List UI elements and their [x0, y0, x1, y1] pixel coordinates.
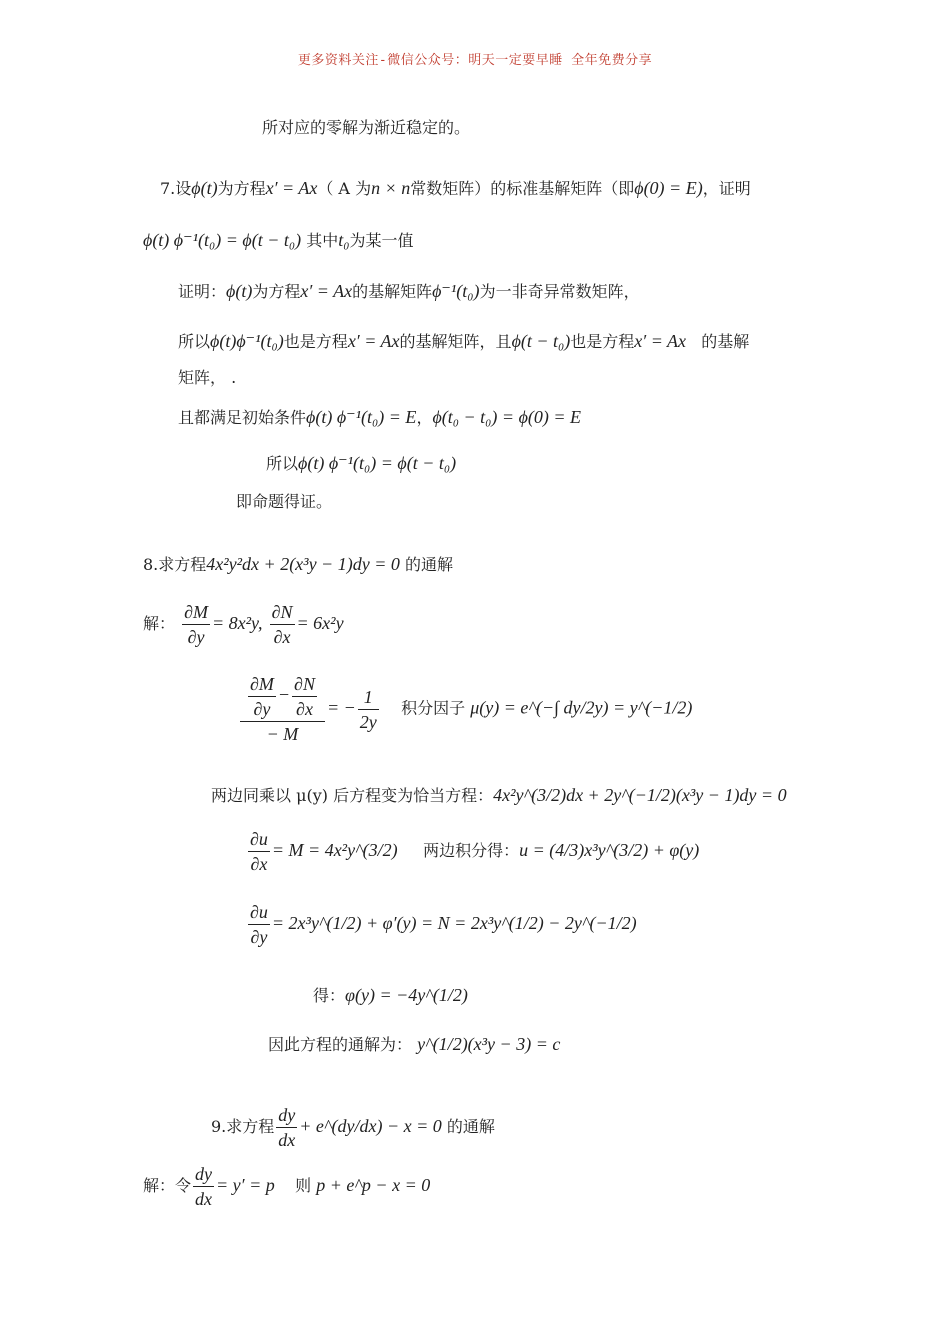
p7-so-b: 也是方程	[283, 332, 348, 351]
p9-title-b: 的通解	[446, 1117, 495, 1136]
p7-text4: ，证明	[702, 179, 751, 198]
p7-proof-label: 证明：	[178, 282, 227, 301]
p9-dx: dx	[278, 1130, 296, 1150]
p7-so-eq2: x′ = Ax	[634, 331, 687, 351]
p8-du-2: ∂u	[248, 900, 270, 925]
p9-dy: dy	[276, 1103, 297, 1128]
p8-exact-eq: 4x²y^(3/2)dx + 2y^(−1/2)(x³y − 1)dy = 0	[493, 785, 787, 805]
p9-frac-dy-dx-2	[193, 1162, 214, 1211]
header-banner: 更多资料关注-微信公众号：明天一定要早睡 全年免费分享	[297, 53, 653, 68]
p7-proof-eq: x′ = Ax	[300, 281, 353, 301]
p8-title-a: 8.求方程	[143, 555, 207, 574]
p8-general-line	[268, 1033, 560, 1056]
p7-nxn: n × n	[371, 178, 411, 198]
p8-get-label: 得：	[313, 986, 346, 1005]
p8-big-frac	[240, 672, 325, 746]
p8-multiply-label: 两边同乘以 μ(y) 后方程变为恰当方程：	[211, 786, 494, 805]
p8-partials	[143, 600, 344, 649]
p8-dy: ∂y	[187, 627, 205, 647]
p8-partials-a: = 8x²y,	[212, 613, 263, 633]
p8-two-y: 2y	[359, 711, 377, 732]
p7-claim-again: ϕ(t) ϕ⁻¹(t₀) = ϕ(t − t₀)	[298, 453, 457, 473]
p8-factor-line	[238, 672, 692, 746]
p7-init-eq2: ϕ(t₀ − t₀) = ϕ(0) = E	[432, 407, 582, 427]
p9-frac-dy-dx	[276, 1103, 297, 1152]
p8-phi-y: φ(y) = −4y^(1/2)	[345, 985, 468, 1005]
p7-so-a: 所以	[178, 332, 211, 351]
p7-claim-formula: ϕ(t) ϕ⁻¹(t₀) = ϕ(t − t₀)	[143, 230, 302, 250]
p8-general-label: 因此方程的通解为：	[268, 1035, 413, 1054]
p7-qed: 即命题得证。	[236, 492, 333, 511]
p7-shift: ϕ(t − t₀)	[511, 331, 571, 351]
p7-proof-line2	[178, 330, 749, 353]
p8-dN: ∂N	[270, 600, 295, 625]
p8-sol-label: 解：	[143, 614, 176, 633]
p8-phi-line	[313, 984, 468, 1007]
p8-dy-3: ∂y	[250, 927, 268, 947]
p8-dx: ∂x	[273, 627, 291, 647]
p7-t0: t₀	[338, 230, 350, 250]
p8-du-dx-line	[246, 827, 699, 876]
p8-du-dy-line	[246, 900, 637, 949]
p7-text1: 为方程	[217, 179, 266, 198]
p9-sol-label: 解：令	[143, 1176, 192, 1195]
p8-dN-2: ∂N	[292, 672, 317, 697]
p8-dM: ∂M	[182, 600, 210, 625]
p7-so-d: 也是方程	[570, 332, 635, 351]
p7-claim	[143, 229, 414, 252]
p8-du-dx-rhs: = M = 4x²y^(3/2)	[271, 840, 398, 860]
p7-phi-inv-t0: ϕ⁻¹(t₀)	[432, 281, 480, 301]
p7-so-eq1: x′ = Ax	[347, 331, 400, 351]
p7-init-eq: ϕ(t) ϕ⁻¹(t₀) = E	[306, 407, 417, 427]
p7-conclusion	[266, 452, 456, 475]
p9-sub-rest: = y′ = p	[216, 1175, 275, 1195]
p7-init: 且都满足初始条件ϕ(t) ϕ⁻¹(t₀) = E，ϕ(t₀ − t₀) = ϕ(0) = E	[178, 407, 582, 427]
p8-dx-3: ∂x	[250, 854, 268, 874]
p7-statement	[160, 177, 751, 200]
p8-u-expr: u = (4/3)x³y^(3/2) + φ(y)	[519, 840, 700, 860]
p8-eq-neg: = −	[326, 697, 356, 718]
p9-dy-2: dy	[193, 1162, 214, 1187]
p8-negM: − M	[266, 724, 299, 744]
p7-intro: 7.设	[160, 179, 192, 198]
p9-equation-rest: + e^(dy/dx) − x = 0	[299, 1116, 442, 1136]
p8-general: y^(1/2)(x³y − 3) = c	[417, 1034, 561, 1054]
p9-result: p + e^p − x = 0	[316, 1175, 431, 1195]
p6-tail: 所对应的零解为渐近稳定的。	[262, 118, 471, 137]
p9-solution	[143, 1162, 430, 1211]
p7-claim-tail-a: 其中	[306, 231, 339, 250]
p9-title	[211, 1103, 495, 1152]
p8-integrate-label: 两边积分得：	[423, 841, 520, 860]
p8-du: ∂u	[248, 827, 270, 852]
p8-dy-2: ∂y	[253, 699, 271, 719]
p7-proof1-b: 的基解矩阵	[352, 282, 433, 301]
p8-equation: 4x²y²dx + 2(x³y − 1)dy = 0	[206, 554, 400, 574]
p7-so2: 所以	[266, 454, 299, 473]
p8-factor-label: 积分因子	[401, 698, 466, 718]
p7-claim-tail-b: 为某一值	[349, 231, 414, 250]
p8-frac-du-dy	[248, 900, 270, 949]
p7-proof1-c: 为一非奇异常数矩阵，	[479, 282, 640, 301]
p7-init-a: 且都满足初始条件	[178, 408, 307, 427]
p8-one: 1	[358, 685, 379, 710]
p9-dx-2: dx	[195, 1189, 213, 1209]
p8-title	[143, 553, 453, 576]
p7-proof-line1	[178, 280, 640, 303]
p7-so-f: 矩阵， .	[178, 368, 237, 387]
p7-text2: （ A 为	[317, 179, 372, 198]
p8-frac-dM-dy	[182, 600, 210, 649]
p7-proof1-a: 为方程	[252, 282, 301, 301]
p7-phi-t: ϕ(t)	[191, 178, 218, 198]
p8-partials-b: = 6x²y	[296, 613, 344, 633]
p8-du-dy-rhs: = 2x³y^(1/2) + φ′(y) = N = 2x³y^(1/2) − 2y^(−1/2)	[271, 913, 637, 933]
p8-frac-dN-dx	[270, 600, 295, 649]
p8-mu: μ(y) = e^(−∫ dy/2y) = y^(−1/2)	[470, 697, 693, 718]
p7-phi0: ϕ(0) = E)	[634, 178, 703, 198]
p8-frac-dM-dy-2	[248, 672, 276, 721]
p9-title-a: 9.求方程	[211, 1117, 275, 1136]
p7-text3: 常数矩阵）的标准基解矩阵（即	[410, 179, 635, 198]
p8-frac-half-y	[358, 685, 379, 734]
p7-eq1: x′ = Ax	[265, 178, 318, 198]
p8-minus: −	[277, 684, 291, 705]
p7-prod: ϕ(t)ϕ⁻¹(t₀)	[210, 331, 284, 351]
p9-then: 则	[295, 1176, 312, 1195]
p7-so-e: 的基解	[701, 332, 750, 351]
p8-dM-2: ∂M	[248, 672, 276, 697]
p8-multiply	[211, 784, 787, 807]
p8-frac-dN-dx-2	[292, 672, 317, 721]
p7-so-c: 的基解矩阵，且	[399, 332, 512, 351]
p8-big-num	[240, 672, 325, 722]
p8-title-b: 的通解	[404, 555, 453, 574]
p8-dx-2: ∂x	[296, 699, 313, 719]
p8-frac-du-dx	[248, 827, 270, 876]
p7-proof-phi-t: ϕ(t)	[226, 281, 253, 301]
